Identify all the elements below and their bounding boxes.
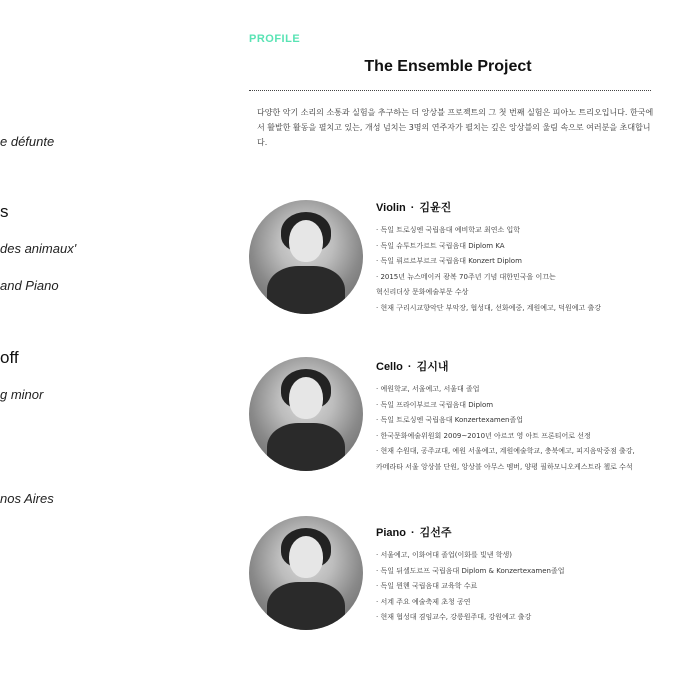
member-name <box>376 199 676 215</box>
credential-item: · 독일 트로싱엔 국립음대 Konzertexamen졸업 <box>376 416 524 424</box>
credential-item: · 2015년 뉴스메이커 광복 70주년 기념 대한민국을 이끄는 <box>376 272 556 281</box>
intro-text: 다양한 악기 소리의 소통과 실험을 추구하는 더 앙상블 프로젝트의 그 첫 번째 실험은 피아노 트리오입니다. 한국에서 활발한 활동을 펼치고 있는, 개성 넘치는 3명의 연주자가 펼치는 깊은 앙상블의 울림 속으로 여러분을 초대합니다. <box>257 108 654 147</box>
credential-item: · 서울예고, 이화여대 졸업(이화를 빛낸 학생) <box>376 551 512 559</box>
divider <box>249 90 651 91</box>
composer-name: off <box>0 348 19 367</box>
program-list <box>0 0 240 700</box>
program-line: and Piano <box>0 278 59 293</box>
page-title: The Ensemble Project <box>364 58 532 75</box>
credential-item: · 독일 뤼르르부르크 국립음대 Konzert Diplom <box>376 257 522 265</box>
instrument-label: Piano <box>376 527 406 539</box>
composer-name: s <box>0 202 9 221</box>
performer-name: 김시내 <box>416 361 449 373</box>
credential-item: · 현재 수원대, 공주교대, 예원 서울예고, 계원예술학교, 충북예고, 피지음악중점 출강, <box>376 447 635 455</box>
credential-item: · 서계 주요 예술축제 초청 공연 <box>376 597 471 606</box>
credential-item: · 현재 협성대 겸임교수, 강릉원주대, 강원예고 출강 <box>376 613 532 621</box>
member-violin <box>376 199 676 316</box>
performer-name: 김선주 <box>419 527 452 539</box>
credential-item: · 독일 뮌헨 국립음대 교육학 수료 <box>376 582 478 590</box>
credential-item: · 독일 프라이부르크 국립음대 Diplom <box>376 400 494 409</box>
program-line: e défunte <box>0 134 55 149</box>
pianist-photo <box>249 516 363 630</box>
credential-item: · 독일 슈투트가르트 국립음대 Diplom KA <box>376 241 505 250</box>
credential-item: 혁신리더상 문화예술부문 수상 <box>376 288 469 296</box>
credential-item: · 한국문화예술위원회 2009~2010년 아르코 영 아트 프론티어로 선정 <box>376 431 591 440</box>
name-separator: · <box>410 202 415 214</box>
credential-item: · 예원학교, 서울예고, 서울대 졸업 <box>376 385 480 393</box>
name-separator: · <box>410 527 415 539</box>
section-label: PROFILE <box>249 33 301 45</box>
credential-item: · 독일 뒤셀도르프 국립음대 Diplom & Konzertexamen졸업 <box>376 566 565 575</box>
violinist-photo <box>249 200 363 314</box>
program-line: g minor <box>0 387 44 402</box>
credential-item: · 독일 트로싱엔 국립음대 예비학교 최연소 입학 <box>376 226 521 234</box>
instrument-label: Cello <box>376 361 403 373</box>
name-separator: · <box>407 361 412 373</box>
performer-name: 김윤진 <box>419 202 452 214</box>
member-name <box>376 358 676 374</box>
cellist-photo <box>249 357 363 471</box>
member-piano <box>376 524 676 626</box>
program-line: des animaux' <box>0 241 77 256</box>
credential-item: 카메라타 서울 앙상블 단원, 앙상블 아무스 멤버, 양평 필하모니오케스트라 첼로 수석 <box>376 462 633 471</box>
instrument-label: Violin <box>376 202 406 214</box>
member-name <box>376 524 676 540</box>
program-line: nos Aires <box>0 491 54 506</box>
credential-item: · 현재 구리시교향악단 부악장, 협성대, 선화예중, 계원예고, 덕원예고 출강 <box>376 303 602 312</box>
member-cello <box>376 358 676 475</box>
